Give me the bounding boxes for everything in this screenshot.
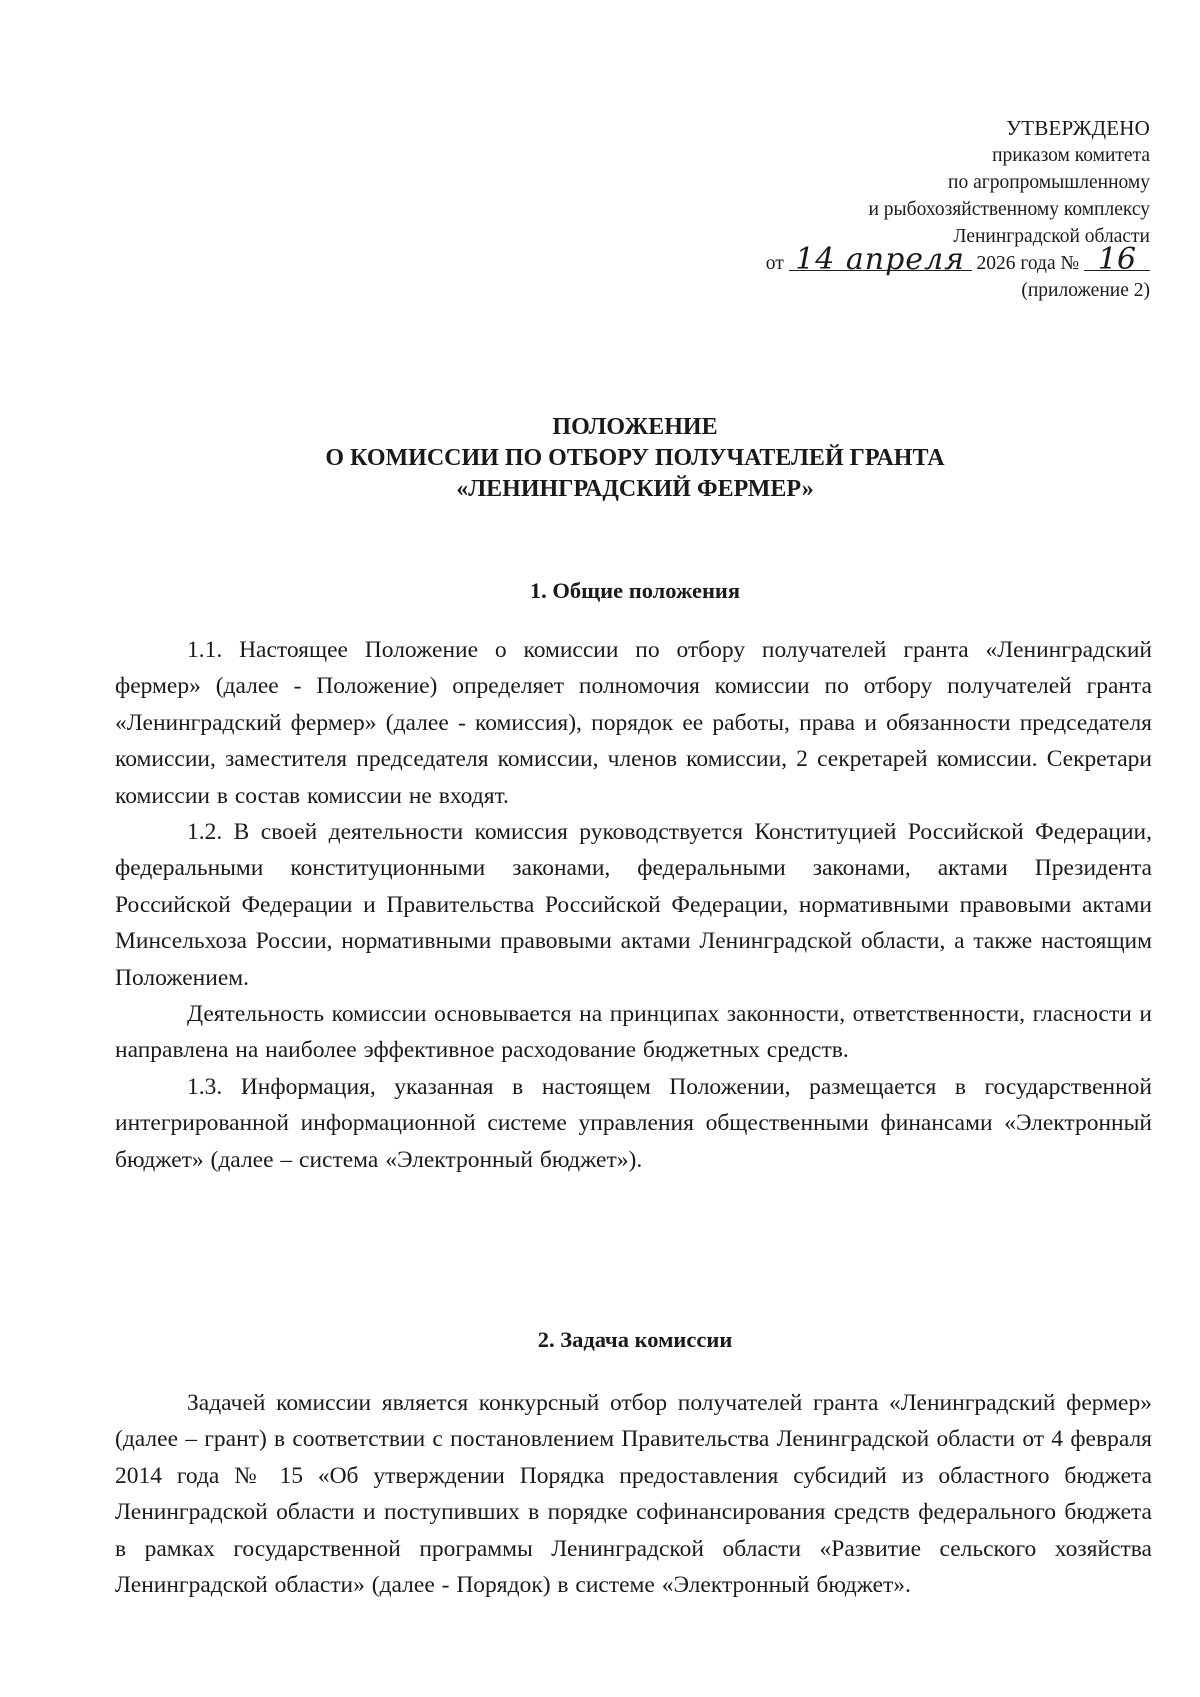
approval-line: по агропромышленному xyxy=(948,172,1150,193)
section-2-body xyxy=(115,1385,1152,1603)
approval-date-line xyxy=(765,242,1150,277)
date-prefix: от xyxy=(765,253,784,274)
title-line: ПОЛОЖЕНИЕ xyxy=(552,414,718,440)
handwritten-number: 16 xyxy=(1084,250,1150,271)
approval-line: приказом комитета xyxy=(992,145,1150,166)
paragraph: 1.1. Настоящее Положение о комиссии по отбору получателей гранта «Ленинградский фермер» (далее - Положение) определяет полномочия комиссии по отбору получателей гранта «Ленинградский фермер» (далее - комиссия), порядок ее работы, права и обязанности председателя комиссии, заместителя председателя комиссии, членов комиссии, 2 секретарей комиссии. Секретари комиссии в состав комиссии не входят. xyxy=(115,637,1152,809)
title-line: «ЛЕНИНГРАДСКИЙ ФЕРМЕР» xyxy=(456,476,814,502)
handwritten-date: 14 апреля xyxy=(789,250,972,271)
approval-line: Ленинградской области xyxy=(953,226,1150,247)
section-1-heading: 1. Общие положения xyxy=(529,578,741,603)
title-line: О КОМИССИИ ПО ОТБОРУ ПОЛУЧАТЕЛЕЙ ГРАНТА xyxy=(325,445,945,471)
year-text: 2026 года № xyxy=(976,253,1080,274)
approval-line: и рыбохозяйственному комплексу xyxy=(868,199,1150,220)
paragraph: Задачей комиссии является конкурсный отбор получателей гранта «Ленинградский фермер» (далее – грант) в соответствии с постановлением Правительства Ленинградской области от 4 февраля 2014 года № 15 «Об утверждении Порядка предоставления субсидий из областного бюджета Ленинградской области и поступивших в порядке софинансирования средств федерального бюджета в рамках государственной программы Ленинградской области «Развитие сельского хозяйства Ленинградской области» (далее - Порядок) в системе «Электронный бюджет». xyxy=(115,1390,1152,1599)
section-1-body xyxy=(115,632,1152,1178)
approval-block xyxy=(766,115,1150,304)
paragraph: 1.2. В своей деятельности комиссия руководствуется Конституцией Российской Федерации, федеральными конституционными законами, федеральными законами, актами Президента Российской Федерации и Правительства Российской Федерации, нормативными правовыми актами Минсельхоза России, нормативными правовыми актами Ленинградской области, а также настоящим Положением. xyxy=(115,819,1152,991)
appendix-label: (приложение 2) xyxy=(1021,280,1150,301)
approval-heading: УТВЕРЖДЕНО xyxy=(1006,116,1150,140)
document-title xyxy=(110,412,1160,505)
paragraph: 1.3. Информация, указанная в настоящем Положении, размещается в государственной интегрированной информационной системе управления общественными финансами «Электронный бюджет» (далее – система «Электронный бюджет»). xyxy=(115,1073,1152,1173)
section-2-heading: 2. Задача комиссии xyxy=(537,1327,733,1352)
paragraph: Деятельность комиссии основывается на принципах законности, ответственности, гласности и направлена на наиболее эффективное расходование бюджетных средств. xyxy=(115,1001,1152,1064)
